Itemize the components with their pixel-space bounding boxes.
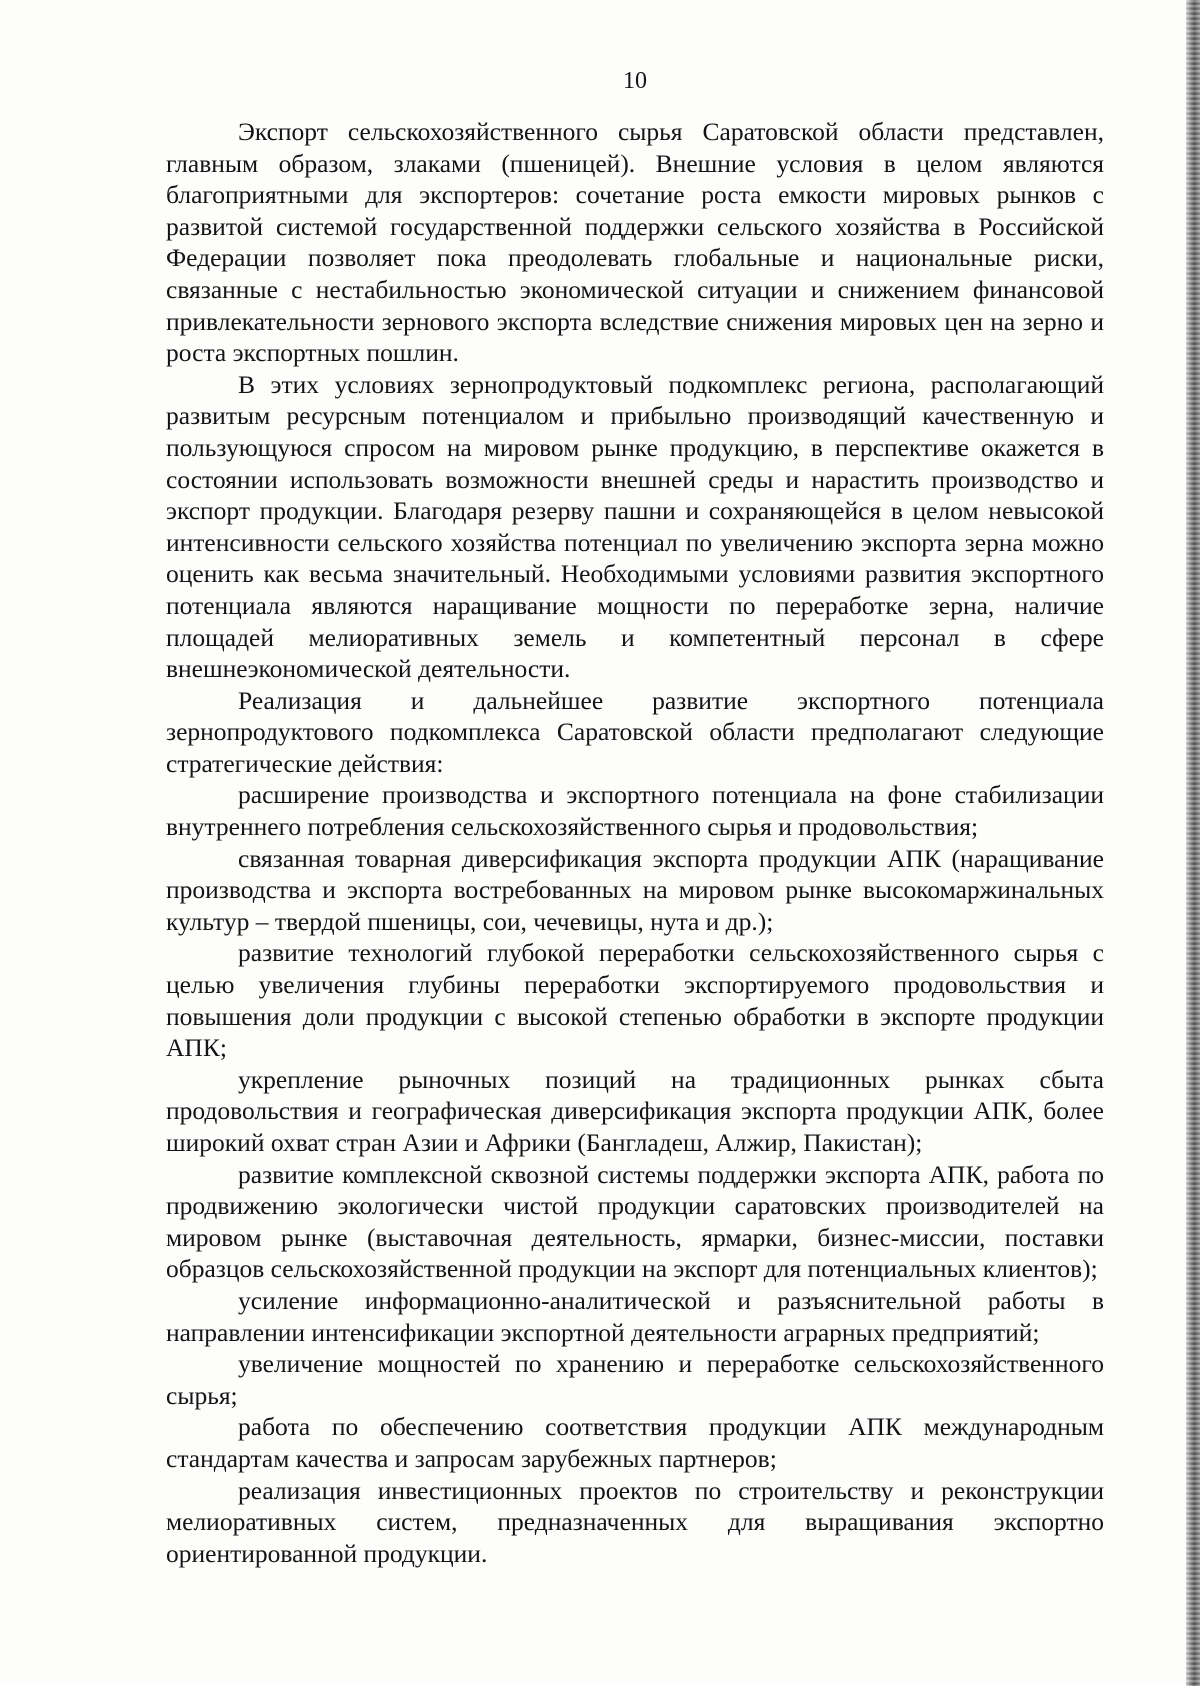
list-item-information-work: усиление информационно-аналитической и разъяснительной работы в направлении интенсификации экспортной деятельности аграрных предприятий; [166,1285,1104,1347]
list-item-commodity-diversification: связанная товарная диверсификация экспорта продукции АПК (наращивание производства и экспорта востребованных на мировом рынке высокомаржинальных культур – твердой пшеницы, сои, чечевицы, нута и др.); [166,843,1104,936]
list-item-quality-standards: работа по обеспечению соответствия продукции АПК международным стандартам качества и запросам зарубежных партнеров; [166,1412,1104,1473]
paragraph-strategic-actions-intro: Реализация и дальнейшее развитие экспортного потенциала зернопродуктового подкомплекса Саратовской области предполагают следующие стратегические действия: [166,685,1104,778]
list-item-irrigation-projects: реализация инвестиционных проектов по строительству и реконструкции мелиоративных систем, предназначенных для выращивания экспортно ориентированной продукции. [166,1475,1104,1568]
paragraph-export-overview: Экспорт сельскохозяйственного сырья Саратовской области представлен, главным образом, злаками (пшеницей). Внешние условия в целом являются благоприятными для экспортеров: сочетание роста емкости мировых рынков с развитой системой государственной поддержки сельского хозяйства в Российской Федерации позволяет пока преодолевать глобальные и национальные риски, связанные с нестабильностью экономической ситуации и снижением финансовой привлекательности зернового экспорта вследствие снижения мировых цен на зерно и роста экспортных пошлин. [166,117,1104,368]
list-item-deep-processing: развитие технологий глубокой переработки сельскохозяйственного сырья с целью увеличения глубины переработки экспортируемого продовольствия и повышения доли продукции с высокой степенью обработки в экспорте продукции АПК; [166,938,1104,1063]
list-item-export-support-system: развитие комплексной сквозной системы поддержки экспорта АПК, работа по продвижению экологически чистой продукции саратовских производителей на мировом рынке (выставочная деятельность, ярмарки, бизнес-миссии, поставки образцов сельскохозяйственной продукции на экспорт для потенциальных клиентов); [166,1159,1104,1284]
list-item-market-positions: укрепление рыночных позиций на традиционных рынках сбыта продовольствия и географическая диверсификация экспорта продукции АПК, более широкий охват стран Азии и Африки (Бангладеш, Алжир, Пакистан); [166,1064,1104,1157]
page-number: 10 [623,68,647,94]
list-item-production-expansion: расширение производства и экспортного потенциала на фоне стабилизации внутреннего потребления сельскохозяйственного сырья и продовольствия; [166,780,1104,842]
scan-page-edge-texture [1186,0,1200,1686]
paragraph-grain-subcomplex: В этих условиях зернопродуктовый подкомплекс региона, располагающий развитым ресурсным потенциалом и прибыльно производящий качественную и пользующуюся спросом на мировом рынке продукцию, в перспективе окажется в состоянии использовать возможности внешней среды и нарастить производство и экспорт продукции. Благодаря резерву пашни и сохраняющейся в целом невысокой интенсивности сельского хозяйства потенциал по увеличению экспорта зерна можно оценить как весьма значительный. Необходимыми условиями развития экспортного потенциала являются наращивание мощности по переработке зерна, наличие площадей мелиоративных земель и компетентный персонал в сфере внешнеэкономической деятельности. [166,369,1104,684]
document-body [166,116,1104,1569]
list-item-storage-capacity: увеличение мощностей по хранению и переработке сельскохозяйственного сырья; [166,1349,1104,1410]
